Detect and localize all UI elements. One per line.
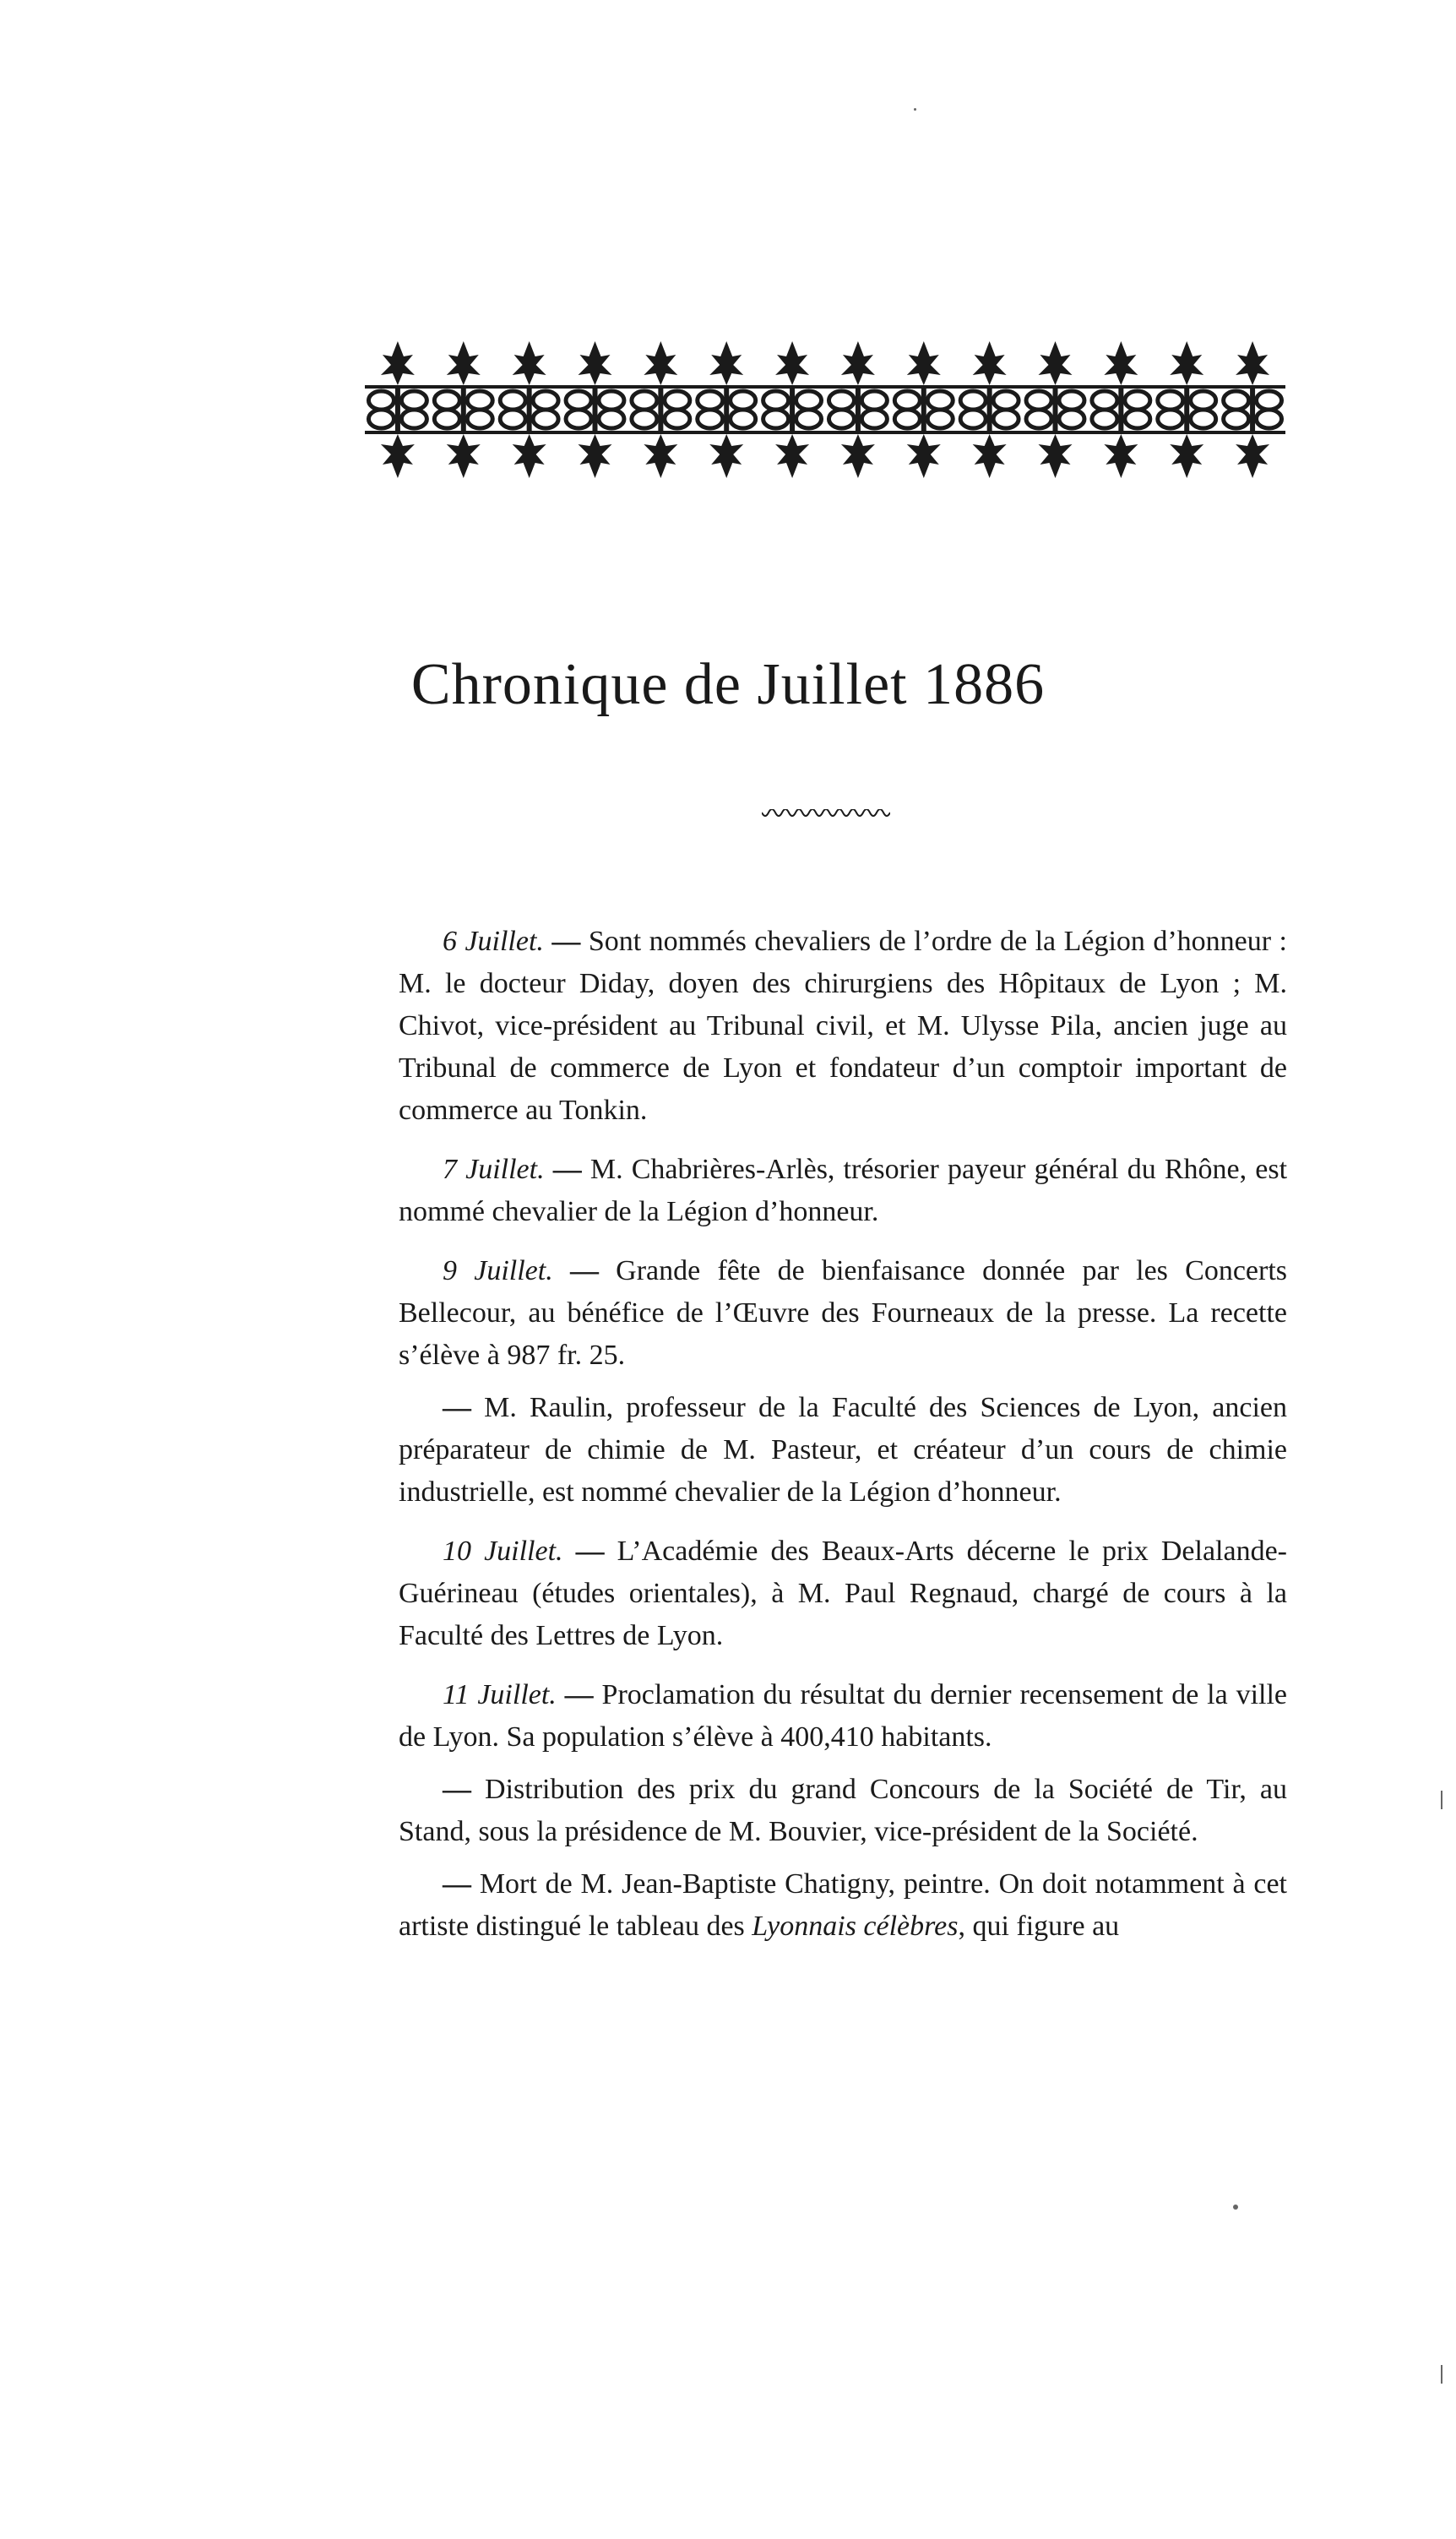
entry-text: Grande fête de bienfaisance donnée par les Concerts Bellecour, au bénéfice de l’Œuvre des Fourneaux de la presse. La recette s’élève à 987 fr. 25. [399, 1255, 1288, 1371]
entry-paragraph [399, 1530, 1287, 1657]
entry-separator: — [443, 1774, 471, 1805]
entry-text: Mort de M. Jean-Baptiste Chatigny, peintre. On doit notamment à cet artiste distingué le tableau des [399, 1868, 1288, 1942]
entry-paragraph [399, 1769, 1287, 1853]
entry-text: M. Chabrières-Arlès, trésorier payeur général du Rhône, est nommé chevalier de la Légion d’honneur. [399, 1154, 1288, 1227]
entry-paragraph [399, 1250, 1287, 1377]
entry-date: 11 Juillet. [443, 1679, 557, 1710]
entry-separator: — [569, 1255, 599, 1286]
entry-paragraph [399, 921, 1287, 1132]
print-speck [1233, 2205, 1238, 2210]
entry-paragraph [399, 1674, 1287, 1759]
wavy-rule-icon [762, 809, 890, 821]
entry-text: Distribution des prix du grand Concours de la Société de Tir, au Stand, sous la présidence de M. Bouvier, vice-président de la Société. [399, 1774, 1288, 1847]
entry-separator: — [575, 1536, 605, 1567]
entry-text: Sont nommés chevaliers de l’ordre de la Légion d’honneur : M. le docteur Diday, doyen des chirurgiens des Hôpitaux de Lyon ; M. Chivot, vice-président au Tribunal civil, et M. Ulysse Pila, ancien juge au Tribunal de commerce de Lyon et fondateur d’un comptoir important de commerce au Tonkin. [399, 926, 1287, 1126]
print-speck [1441, 1791, 1442, 1809]
head-ornament-icon [365, 338, 1285, 481]
entry-text-end: , qui figure au [958, 1911, 1120, 1942]
page-title: Chronique de Juillet 1886 [410, 652, 1046, 717]
entry-text: M. Raulin, professeur de la Faculté des Sciences de Lyon, ancien préparateur de chimie de M. Pasteur, et créateur d’un cours de chimie industrielle, est nommé chevalier de la Légion d’honneur. [399, 1392, 1287, 1508]
entry-separator: — [443, 1868, 471, 1900]
entry-text: Proclamation du résultat du dernier recensement de la ville de Lyon. Sa population s’élève à 400,410 habitants. [399, 1679, 1287, 1753]
print-speck [1441, 2365, 1442, 2384]
entry-date: 10 Juillet. [443, 1536, 563, 1567]
entry-separator: — [443, 1392, 471, 1423]
entry-date: 9 Juillet. [443, 1255, 553, 1286]
entry-text: L’Académie des Beaux-Arts décerne le prix Delalande-Guérineau (études orientales), à M. Paul Regnaud, chargé de cours à la Faculté des Lettres de Lyon. [399, 1536, 1287, 1651]
entry-paragraph [399, 1387, 1287, 1514]
entry-date: 6 Juillet. [443, 926, 544, 957]
entry-separator: — [564, 1679, 594, 1710]
print-speck [914, 108, 916, 111]
entry-date: 7 Juillet. [443, 1154, 545, 1185]
entry-paragraph [399, 1863, 1287, 1948]
chronicle-body [399, 921, 1287, 1965]
entry-italic-title: Lyonnais célèbres [752, 1911, 959, 1942]
entry-separator: — [552, 1154, 582, 1185]
entry-paragraph [399, 1149, 1287, 1233]
entry-separator: — [551, 926, 581, 957]
